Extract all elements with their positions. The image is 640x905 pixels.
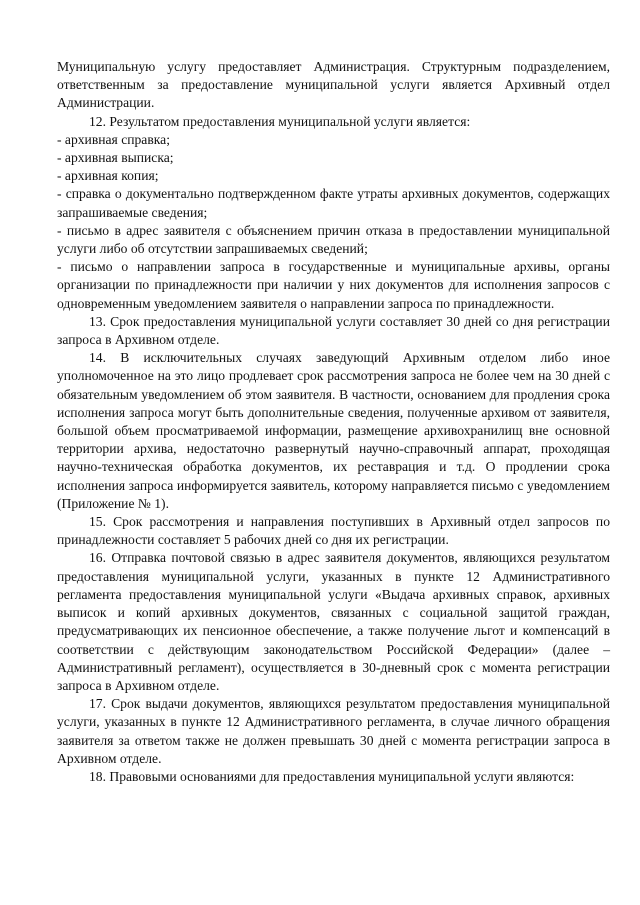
list-item: - справка о документально подтвержденном факте утраты архивных документов, содержащих запрашиваемые сведения; xyxy=(57,186,610,220)
list-item: - архивная копия; xyxy=(57,168,159,184)
paragraph-17-issuance-term: 17. Срок выдачи документов, являющихся результатом предоставления муниципальной услуги, указанных в пункте 12 Административного регламента, в случае личного обращения заявителя за ответом также не должен превышать 30 дней с момента регистрации запроса в Архивном отделе. xyxy=(57,696,610,766)
list-item: - письмо о направлении запроса в государственные и муниципальные архивы, органы организации по принадлежности при наличии у них документов для исполнения запросов с одновременным уведомлением заявителя о направлении запроса по принадлежности. xyxy=(57,259,610,311)
paragraph-12-result: 12. Результатом предоставления муниципальной услуги является: xyxy=(89,113,471,129)
paragraph-15-forwarding: 15. Срок рассмотрения и направления поступивших в Архивный отдел запросов по принадлежности составляет 5 рабочих дней со дня их регистрации. xyxy=(57,514,610,548)
list-item: - письмо в адрес заявителя с объяснением причин отказа в предоставлении муниципальной услуги либо об отсутствии запрашиваемых сведений; xyxy=(57,222,610,257)
paragraph-service-provider: Муниципальную услугу предоставляет Администрация. Структурным подразделением, ответственным за предоставление муниципальной услуги является Архивный отдел Администрации. xyxy=(57,59,610,111)
list-item: - архивная выписка; xyxy=(57,150,174,166)
list-item: - архивная справка; xyxy=(57,131,170,147)
paragraph-14-extension: 14. В исключительных случаях заведующий Архивным отделом либо иное уполномоченное на это лицо продлевает срок рассмотрения запроса не более чем на 30 дней с обязательным уведомлением об этом заявителя. В частности, основанием для продления срока исполнения запроса могут быть дополнительные сведения, полученные архивом от заявителя, большой объем просматриваемой информации, размещение архивохранилищ вне основной территории архива, недостаточно развернутый научно-справочный аппарат, проходящая научно-техническая обработка документов, их реставрация и т.д. О продлении срока исполнения запроса информируется заявитель, которому направляется письмо с уведомлением (Приложение № 1). xyxy=(57,350,610,511)
paragraph-13-term: 13. Срок предоставления муниципальной услуги составляет 30 дней со дня регистрации запроса в Архивном отделе. xyxy=(57,313,610,348)
paragraph-16-postal-delivery: 16. Отправка почтовой связью в адрес заявителя документов, являющихся результатом предоставления муниципальной услуги, указанных в пункте 12 Административного регламента предоставления муниципальной услуги «Выдача архивных справок, архивных выписок и копий архивных документов, связанных с социальной защитой граждан, предусматривающих их пенсионное обеспечение, а также получение льгот и компенсаций в соответствии с действующим законодательством Российской Федерации» (далее – Административный регламент), осуществляется в 30-дневный срок с момента регистрации запроса в Архивном отделе. xyxy=(57,550,610,693)
document-page xyxy=(57,58,610,786)
paragraph-18-legal-basis: 18. Правовыми основаниями для предоставления муниципальной услуги являются: xyxy=(89,768,575,784)
